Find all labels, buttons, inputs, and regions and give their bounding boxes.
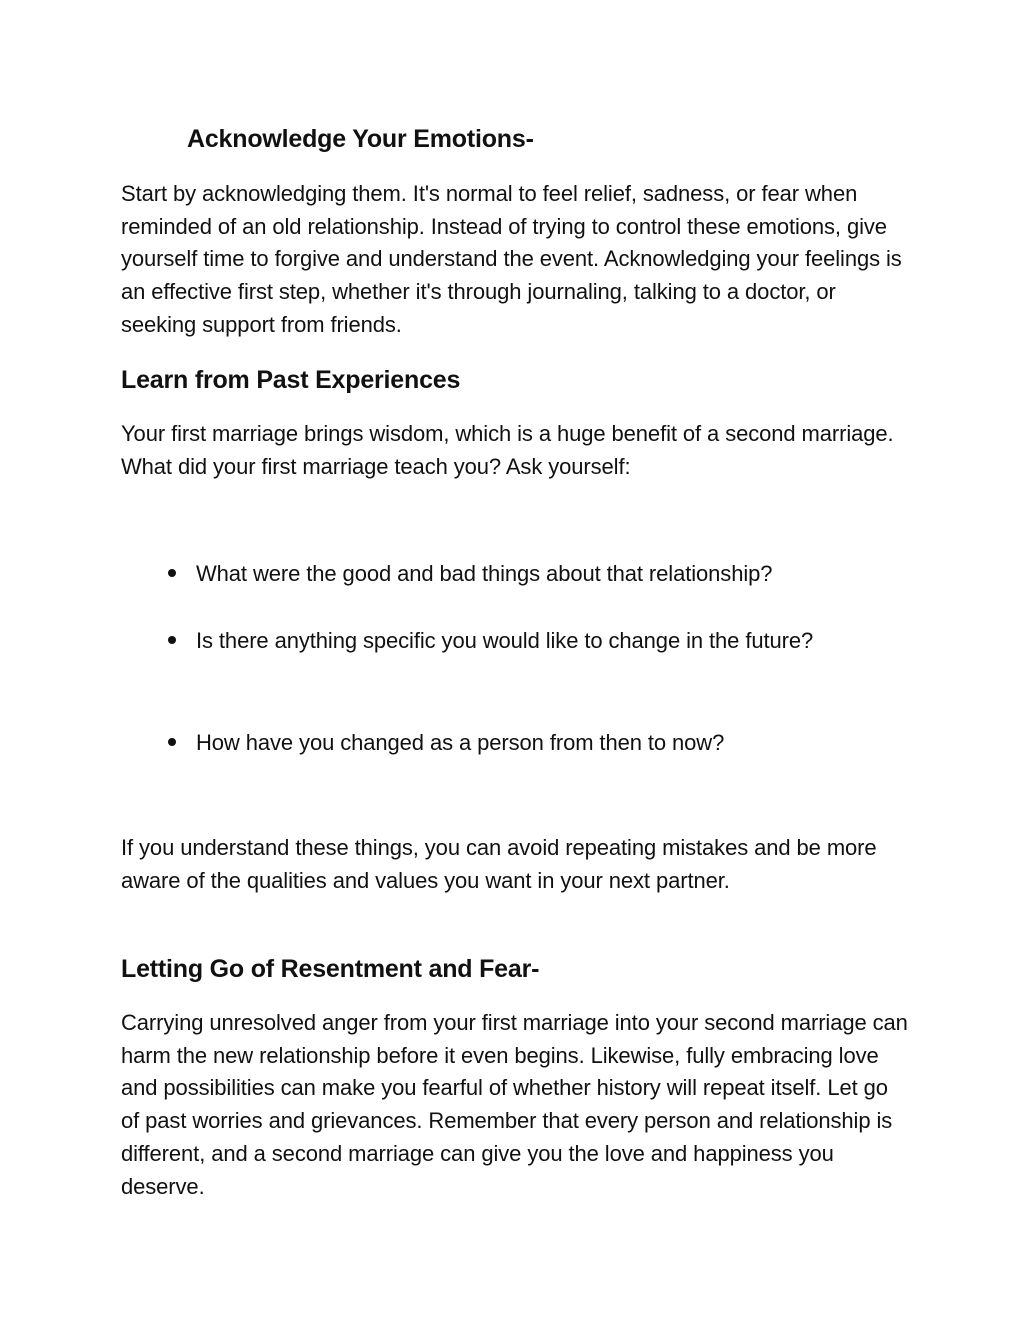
bullet-item [168,558,928,590]
heading-acknowledge-emotions: Acknowledge Your Emotions- [187,125,534,153]
bullet-icon [168,738,176,746]
bullet-item [168,625,928,657]
heading-learn-from-past: Learn from Past Experiences [121,366,461,394]
bullet-icon [168,636,176,644]
paragraph-acknowledge-emotions: Start by acknowledging them. It's normal to feel relief, sadness, or fear when reminded of an old relationship. Instead of trying to control these emotions, give yourself time to forgive and understand the event. Acknowledging your feelings is an effective first step, whether it's through journaling, talking to a doctor, or seeking support from friends. [121,181,902,337]
bullet-icon [168,569,176,577]
bullet-text: Is there anything specific you would like to change in the future? [196,628,814,653]
bullet-item [168,727,928,759]
paragraph-learn-from-past-outro: If you understand these things, you can avoid repeating mistakes and be more aware of the qualities and values you want in your next partner. [121,835,877,893]
heading-letting-go: Letting Go of Resentment and Fear- [121,955,540,983]
bullet-text: What were the good and bad things about that relationship? [196,561,773,586]
bullet-text: How have you changed as a person from then to now? [196,730,725,755]
paragraph-learn-from-past-intro: Your first marriage brings wisdom, which is a huge benefit of a second marriage. What did your first marriage teach you? Ask yourself: [121,421,894,479]
paragraph-letting-go: Carrying unresolved anger from your first marriage into your second marriage can harm the new relationship before it even begins. Likewise, fully embracing love and possibilities can make you fearful of whether history will repeat itself. Let go of past worries and grievances. Remember that every person and relationship is different, and a second marriage can give you the love and happiness you deserve. [121,1010,908,1199]
